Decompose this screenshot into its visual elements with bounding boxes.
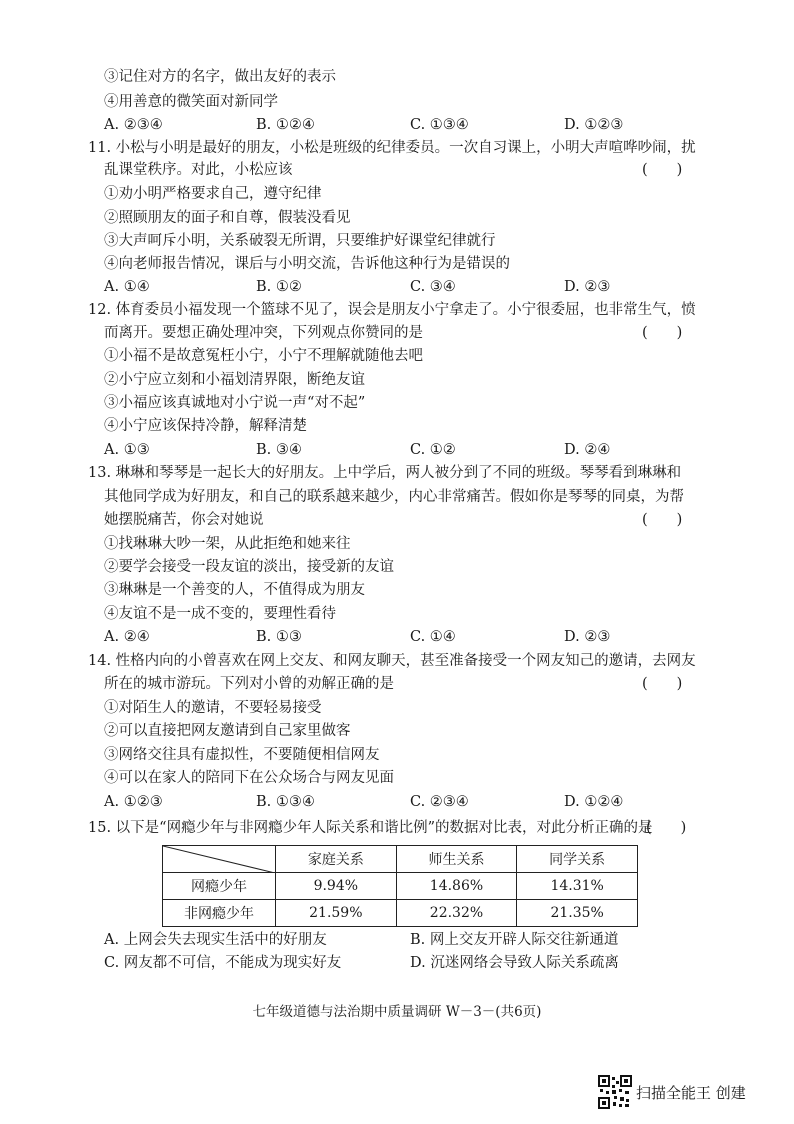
q12-answer-paren: ( ) [642, 325, 683, 341]
q13-item-1: ①找琳琳大吵一架，从此拒绝和她来往 [104, 536, 351, 552]
q14-stem-line1: 14. 性格内向的小曾喜欢在网上交友、和网友聊天，甚至准备接受一个网友知己的邀请，去网友 [88, 653, 696, 669]
q11-item-2: ②照顾朋友的面子和自尊，假装没看见 [104, 210, 351, 226]
q13-stem-line1: 13. 琳琳和琴琴是一起长大的好朋友。上中学后，两人被分到了不同的班级。琴琴看到琳琳和 [88, 465, 682, 481]
q13-stem-line2: 其他同学成为好朋友，和自己的联系越来越少，内心非常痛苦。假如你是琴琴的同桌，为帮 [104, 489, 684, 505]
q13-option-b: B. ①③ [256, 629, 302, 645]
table-cell: 9.94% [276, 873, 397, 900]
q12-item-4: ④小宁应该保持冷静，解释清楚 [104, 418, 307, 434]
q13-answer-paren: ( ) [642, 512, 683, 528]
q11-item-1: ①劝小明严格要求自己，遵守纪律 [104, 186, 322, 202]
q14-option-a: A. ①②③ [104, 794, 163, 810]
q12-stem-line1: 12. 体育委员小福发现一个篮球不见了，误会是朋友小宁拿走了。小宁很委屈，也非常生气，愤 [88, 302, 696, 318]
q14-item-3: ③网络交往具有虚拟性，不要随便相信网友 [104, 747, 380, 763]
table-cell: 21.35% [517, 900, 638, 927]
q13-stem-line3: 她摆脱痛苦，你会对她说 [104, 512, 264, 528]
table-header: 家庭关系 [276, 846, 397, 873]
diagonal-divider [163, 846, 275, 873]
q15-option-b: B. 网上交友开辟人际交往新通道 [410, 932, 619, 948]
q15-stem: 15. 以下是“网瘾少年与非网瘾少年人际关系和谐比例”的数据对比表，对此分析正确的是 [88, 820, 653, 836]
q11-stem-line1: 11. 小松与小明是最好的朋友，小松是班级的纪律委员。一次自习课上，小明大声喧哗吵闹，扰 [88, 140, 696, 156]
q12-option-d: D. ②④ [564, 442, 611, 458]
q13-option-d: D. ②③ [564, 629, 611, 645]
q10-item-3: ③记住对方的名字，做出友好的表示 [104, 69, 336, 85]
q14-answer-paren: ( ) [642, 676, 683, 692]
q11-option-b: B. ①② [256, 279, 302, 295]
q11-option-a: A. ①④ [104, 279, 150, 295]
qr-code-icon [598, 1075, 632, 1109]
table-cell: 22.32% [396, 900, 517, 927]
q10-item-4: ④用善意的微笑面对新同学 [104, 94, 278, 110]
table-cell: 14.31% [517, 873, 638, 900]
q13-option-c: C. ①④ [410, 629, 456, 645]
q13-option-a: A. ②④ [104, 629, 150, 645]
row-label: 非网瘾少年 [163, 900, 276, 927]
q13-item-3: ③琳琳是一个善变的人，不值得成为朋友 [104, 582, 365, 598]
q11-item-3: ③大声呵斥小明，关系破裂无所谓，只要维护好课堂纪律就行 [104, 233, 496, 249]
q12-option-b: B. ③④ [256, 442, 302, 458]
q14-item-2: ②可以直接把网友邀请到自己家里做客 [104, 723, 351, 739]
q11-stem-line2: 乱课堂秩序。对此，小松应该 [104, 162, 293, 178]
table-cell: 14.86% [396, 873, 517, 900]
q15-option-a: A. 上网会失去现实生活中的好朋友 [104, 932, 327, 948]
q13-item-2: ②要学会接受一段友谊的淡出，接受新的友谊 [104, 559, 394, 575]
q12-option-c: C. ①② [410, 442, 456, 458]
q10-option-c: C. ①③④ [410, 117, 469, 133]
q11-item-4: ④向老师报告情况，课后与小明交流，告诉他这种行为是错误的 [104, 256, 510, 272]
q12-item-3: ③小福应该真诚地对小宁说一声“对不起” [104, 395, 366, 411]
q12-item-1: ①小福不是故意冤枉小宁，小宁不理解就随他去吧 [104, 348, 423, 364]
q12-item-2: ②小宁应立刻和小福划清界限，断绝友谊 [104, 372, 365, 388]
table-header-row [163, 846, 638, 873]
q12-stem-line2: 而离开。要想正确处理冲突，下列观点你赞同的是 [104, 325, 423, 341]
q13-item-4: ④友谊不是一成不变的，要理性看待 [104, 606, 336, 622]
q14-option-b: B. ①③④ [256, 794, 315, 810]
q12-option-a: A. ①③ [104, 442, 150, 458]
q10-option-a: A. ②③④ [104, 117, 163, 133]
row-label: 网瘾少年 [163, 873, 276, 900]
q14-option-d: D. ①②④ [564, 794, 624, 810]
q10-option-b: B. ①②④ [256, 117, 315, 133]
table-header: 师生关系 [396, 846, 517, 873]
q14-item-1: ①对陌生人的邀请，不要轻易接受 [104, 700, 322, 716]
table-row [163, 900, 638, 927]
q14-stem-line2: 所在的城市游玩。下列对小曾的劝解正确的是 [104, 676, 394, 692]
q10-option-d: D. ①②③ [564, 117, 624, 133]
q14-option-c: C. ②③④ [410, 794, 469, 810]
table-corner-cell [163, 846, 276, 873]
q11-option-d: D. ②③ [564, 279, 611, 295]
q15-option-c: C. 网友都不可信，不能成为现实好友 [104, 955, 342, 971]
q11-answer-paren: ( ) [642, 162, 683, 178]
table-row [163, 873, 638, 900]
table-cell: 21.59% [276, 900, 397, 927]
q14-item-4: ④可以在家人的陪同下在公众场合与网友见面 [104, 770, 394, 786]
q15-data-table [162, 845, 638, 927]
page-footer: 七年级道德与法治期中质量调研 W－3－(共6页) [252, 1004, 542, 1020]
table-header: 同学关系 [517, 846, 638, 873]
q11-option-c: C. ③④ [410, 279, 456, 295]
scanner-brand-label: 扫描全能王 创建 [636, 1084, 746, 1102]
q15-answer-paren: ( ) [646, 820, 687, 836]
q15-option-d: D. 沉迷网络会导致人际关系疏离 [410, 955, 619, 971]
